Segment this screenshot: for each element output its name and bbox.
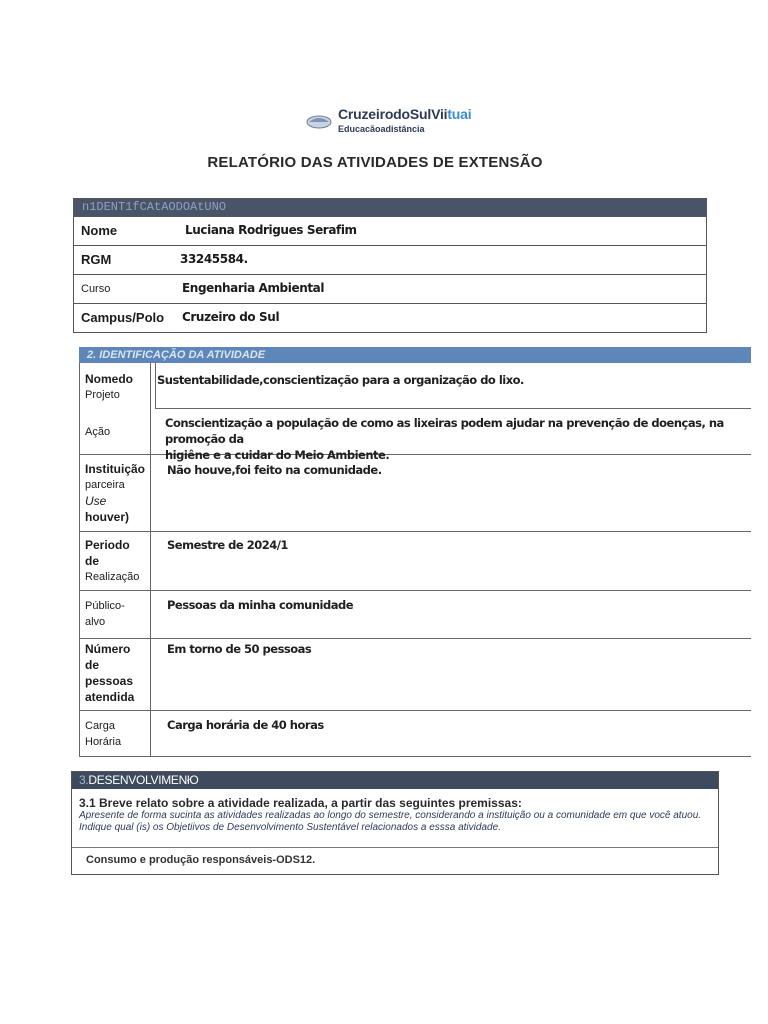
section3-answer: Consumo e produção responsáveis-ODS12. [86, 854, 316, 866]
label-periodo: Periodo de Realização [85, 538, 140, 583]
value-publico-alvo: Pessoas da minha comunidade [167, 598, 354, 612]
value-periodo: Semestre de 2024/1 [167, 538, 288, 552]
value-curso: Engenharia Ambiental [182, 281, 325, 295]
label-curso: Curso [81, 283, 111, 295]
value-acao: Conscientização a população de como as lixeiras podem ajudar na prevenção de doenças, na promoção da higiêne e a cuidar do Meio Ambiente. [165, 416, 724, 462]
label-acao: Ação [85, 426, 111, 438]
row-campus [74, 303, 706, 332]
row-nome [74, 216, 706, 245]
value-campus: Cruzeiro do Sul [182, 310, 280, 324]
section3-subtitle: 3.1 Breve relato sobre a atividade realizada, a partir das seguintes premissas: [79, 796, 522, 810]
label-publico-alvo: Público- alvo [85, 600, 125, 628]
value-rgm: 33245584. [180, 252, 248, 266]
logo-icon [306, 113, 332, 129]
label-campus: Campus/Polo [81, 310, 165, 325]
value-carga-horaria: Carga horária de 40 horas [167, 718, 324, 732]
value-nome-projeto: Sustentabilidade,conscientização para a organização do lixo. [157, 373, 524, 387]
section1-heading: n1DENT1fCAtAODOAtUNO [74, 199, 706, 216]
label-nome: Nome [81, 223, 118, 238]
document-title: RELATÓRIO DAS ATIVIDADES DE EXTENSÃO [207, 154, 543, 171]
row-rgm [74, 245, 706, 274]
label-nome-projeto: Nomedo Projeto [85, 372, 133, 401]
label-rgm: RGM [81, 252, 112, 267]
label-instituicao: Instituição parceira Use houver) [85, 462, 146, 524]
label-numero-pessoas: Número de pessoas atendida [85, 642, 135, 704]
value-instituicao: Não houve,foi feito na comunidade. [167, 463, 382, 477]
label-carga-horaria: Carga Horária [85, 720, 122, 748]
section2-heading: 2. IDENTIFICAÇÃO DA ATIVIDADE [79, 347, 751, 363]
student-identification-section [73, 198, 707, 333]
brand-name: CruzeirodoSulViituai [338, 106, 472, 122]
row-curso [74, 274, 706, 303]
value-nome: Luciana Rodrigues Serafim [185, 223, 357, 237]
section3-divider [72, 847, 718, 848]
section3-heading: 3.DESENVOLVIMENłO [72, 772, 718, 789]
brand-subtitle: Educacãoadistância [338, 124, 425, 134]
activity-identification-section [79, 347, 751, 757]
section3-description: Apresente de forma sucinta as atividades realizadas ao longo do semestre, considerando a instituição ou a comunidade em que você atuou. Indique qual (is) os Objetiivos de Desenvolvimento Sustentável relacionados a esssa atividade. [79, 810, 702, 833]
development-section [71, 771, 719, 875]
value-numero-pessoas: Em torno de 50 pessoas [167, 642, 312, 656]
